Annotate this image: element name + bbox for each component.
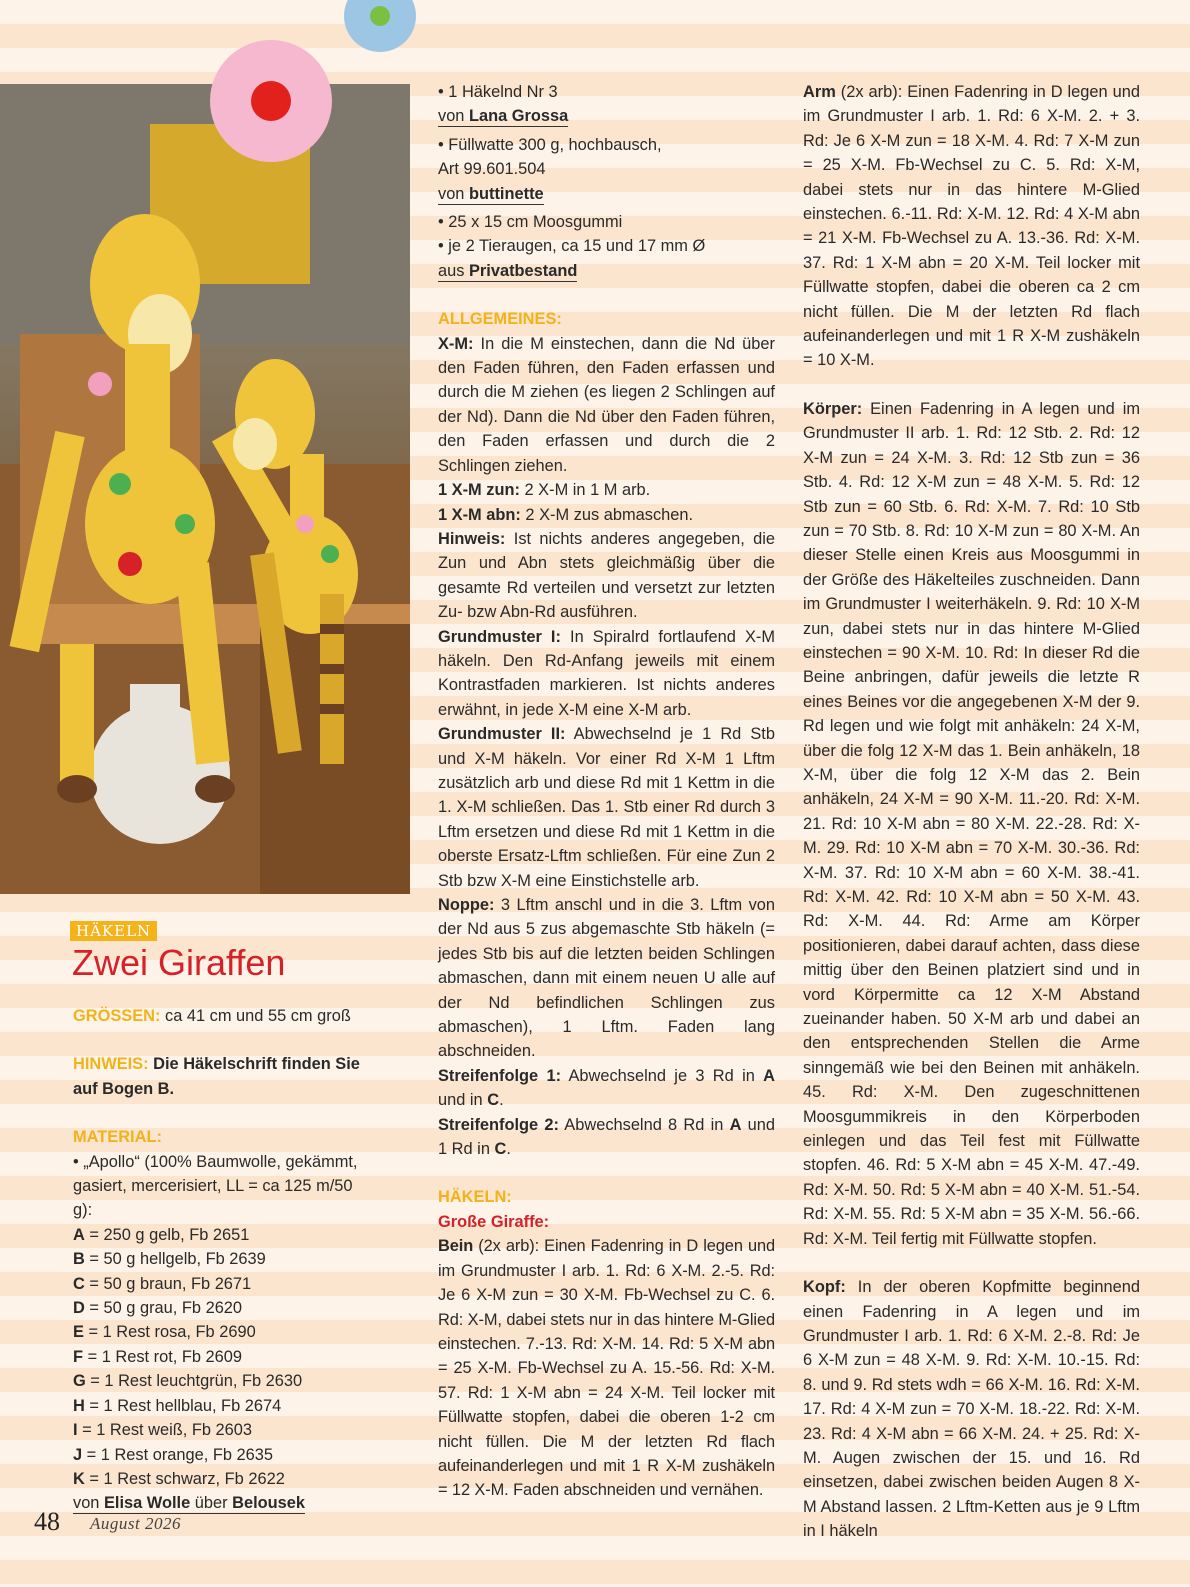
arm-instructions: Arm (2x arb): Einen Fadenring in D legen und im Grundmuster I arb. 1. Rd: 6 X-M. 2. + 3. Rd: Je 6 X-M zun = 18 X-M. 4. Rd: 7 X-M zun = 25 X-M. Fb-Wechsel zu C. 5. Rd: X-M, dabei stets nur in das hintere M-Glied einstechen. 6.-11. Rd: X-M. 12. Rd: 4 X-M abn = 21 X-M. Fb-Wechsel zu A. 13.-36. Rd: X-M. 37. Rd: 1 X-M abn = 20 X-M. Teil locker mit Füllwatte stopfen, dabei die oberen ca 2 cm nicht füllen. Die M der letzten Rd flach aufeinanderlegen und mit 1 R X-M zushäkeln = 10 X-M.	[803, 83, 1140, 370]
eyes-source: aus Privatbestand	[438, 261, 578, 280]
filling-source: von buttinette	[438, 184, 544, 203]
color-item: E = 1 Rest rosa, Fb 2690	[73, 1323, 256, 1342]
material-heading: MATERIAL:	[73, 1128, 162, 1147]
general-note: Hinweis: Ist nichts anderes angegeben, die Zun und Abn stets gleichmäßig über die gesamte Rd verteilen und versetzt zur letzten Zu- bzw Abn-Rd ausführen.	[438, 529, 775, 622]
leg-instructions: Bein (2x arb): Einen Fadenring in D legen und im Grundmuster I arb. 1. Rd: 6 X-M. 2.-5. Rd: Je 6 X-M zun = 30 X-M. Fb-Wechsel zu C. 6. Rd: X-M, dabei stets nur in das hintere M-Glied einstechen. 7.-13. Rd: X-M. 14. Rd: 5 X-M abn = 25 X-M. Fb-Wechsel zu A. 15.-56. Rd: X-M. 57. Rd: 1 X-M abn = 24 X-M. Teil locker mit Füllwatte stopfen, dabei die oberen 1-2 cm nicht füllen. Die M der letzten Rd flach aufeinanderlegen und mit 1 R X-M zushäkeln = 12 X-M. Faden abschneiden und vernähen.	[438, 1237, 775, 1500]
color-item: A = 250 g gelb, Fb 2651	[73, 1225, 250, 1244]
general-heading: ALLGEMEINES:	[438, 310, 562, 329]
color-item: F = 1 Rest rot, Fb 2609	[73, 1347, 243, 1366]
category-tag: HÄKELN	[70, 921, 157, 941]
color-item: J = 1 Rest orange, Fb 2635	[73, 1445, 274, 1464]
filling-article: Art 99.601.504	[438, 160, 546, 179]
filling-item: • Füllwatte 300 g, hochbausch,	[438, 135, 662, 154]
bobble-definition: Noppe: 3 Lftm anschl und in die 3. Lftm von der Nd aus 5 zus abgemaschte Stb häkeln (= jedes Stb bis auf die letzten beiden Schlingen abmaschen, dann mit einem neuen U alle auf der Nd befindlichen Schlingen zus abmaschen), 1 Lftm. Faden lang abschneiden.	[438, 896, 775, 1061]
xm-definition: X-M: In die M einstechen, dann die Nd über den Faden führen, den Faden erfassen und durch die M ziehen (es liegen 2 Schlingen auf der Nd). Dann die Nd über den Faden führen, den Faden erfassen und durch die 2 Schlingen ziehen.	[438, 334, 775, 475]
column-3	[803, 80, 1140, 1544]
yarn-source: von Elisa Wolle über Belousek	[73, 1494, 306, 1513]
body-instructions: Körper: Einen Fadenring in A legen und im Grundmuster II arb. 1. Rd: 12 Stb. 2. Rd: 12 X-M zun = 24 X-M. 3. Rd: 12 Stb zun = 36 Stb. 4. Rd: 12 X-M zun = 48 X-M. 5. Rd: 12 Stb zun = 60 Stb. 6. Rd: X-M. 7. Rd: 10 Stb zun = 70 Stb. 8. Rd: 10 X-M zun = 80 X-M. An dieser Stelle einen Kreis aus Moosgummi in der Größe des Häkelteiles zuschneiden. Dann im Grundmuster I weiterhäkeln. 9. Rd: 10 X-M zun, dabei stets nur in das hintere M-Glied einstechen = 90 X-M. 10. Rd: In dieser Rd die Beine anbringen, dafür jeweils die letzte R eines Beines vor die angegebenen X-M der 9. Rd legen und wie folgt mit anhäkeln: 24 X-M, über die folg 12 X-M das 1. Bein anhäkeln, 18 X-M, über die folg 12 X-M das 2. Bein anhäkeln, 24 X-M = 90 X-M. 11.-20. Rd: X-M. 21. Rd: 10 X-M abn = 80 X-M. 22.-28. Rd: X-M. 29. Rd: 10 X-M abn = 70 X-M. 30.-36. Rd: X-M. 37. Rd: 10 X-M abn = 60 X-M. 38.-41. Rd: X-M. 42. Rd: 10 X-M abn = 50 X-M. 43. Rd: X-M. 44. Rd: Arme am Körper positionieren, dabei darauf achten, dass diese mittig über den Beinen platziert sind und in vord Körpermitte ca 12 X-M Abstand zueinander haben. 50 X-M arb und dabei an den entsprechenden Stellen die Arme sinngemäß wie bei den Beinen mit anhäkeln. 45. Rd: X-M. Den zugeschnittenen Moosgummikreis in den Körperboden einlegen und das Teil fest mit Füllwatte stopfen. 46. Rd: 5 X-M abn = 45 X-M. 47.-49. Rd: X-M. 50. Rd: 5 X-M abn = 40 X-M. 51.-54. Rd: X-M. 55. Rd: 5 X-M abn = 35 X-M. 56.-66. Rd: X-M. Teil fertig mit Füllwatte stopfen.	[803, 399, 1140, 1248]
stripe-sequence-1: Streifenfolge 1: Abwechselnd je 3 Rd in A und in C.	[438, 1066, 775, 1110]
pattern-2: Grundmuster II: Abwechselnd je 1 Rd Stb und X-M häkeln. Vor einer Rd X-M 1 Lftm zusätzlich arb und diese Rd mit 1 Kettm in die 1. X-M schließen. Das 1. Stb einer Rd durch 3 Lftm ersetzen und diese Rd mit 1 Kettm in die oberste Ersatz-Lftm schließen. Für eine Zun 2 Stb bzw X-M eine Einstichstelle arb.	[438, 725, 775, 890]
green-dot-decoration	[370, 6, 390, 26]
color-list	[73, 1223, 373, 1491]
issue-date: August 2026	[90, 1514, 181, 1533]
hook-source: von Lana Grossa	[438, 107, 569, 126]
color-item: C = 50 g braun, Fb 2671	[73, 1274, 252, 1293]
head-instructions: Kopf: In der oberen Kopfmitte beginnend einen Fadenring in A legen und im Grundmuster I arb. 1. Rd: 6 X-M. 2.-8. Rd: Je 6 X-M zun = 48 X-M. 9. Rd: X-M. 10.-15. Rd: 8. und 9. Rd stets wdh = 66 X-M. 16. Rd: X-M. 17. Rd: 4 X-M zun = 70 X-M. 18.-22. Rd: X-M. 23. Rd: 4 X-M abn = 66 X-M. 24. + 25. Rd: X-M. Augen zwischen der 15. und 16. Rd einsetzen, dabei zwischen beiden Augen 8 X-M Abstand lassen. 2 Lftm-Ketten aus je 9 Lftm in I häkeln	[803, 1278, 1140, 1541]
giraffes-photo	[0, 84, 410, 894]
sizes: GRÖSSEN: ca 41 cm und 55 cm groß	[73, 1007, 351, 1025]
color-item: G = 1 Rest leuchtgrün, Fb 2630	[73, 1372, 303, 1391]
page-number: 48	[34, 1507, 60, 1536]
crochet-heading: HÄKELN:	[438, 1188, 512, 1207]
yarn-description: • „Apollo“ (100% Baumwolle, gekämmt, gasiert, mercerisiert, LL = ca 125 m/50 g):	[73, 1152, 358, 1220]
increase-definition: 1 X-M zun: 2 X-M in 1 M arb.	[438, 481, 651, 500]
big-giraffe-heading: Große Giraffe:	[438, 1212, 550, 1231]
article-title: Zwei Giraffen	[72, 942, 286, 983]
stripe-sequence-2: Streifenfolge 2: Abwechselnd 8 Rd in A und 1 Rd in C.	[438, 1115, 775, 1159]
color-item: D = 50 g grau, Fb 2620	[73, 1299, 243, 1318]
foam-item: • 25 x 15 cm Moosgummi	[438, 213, 623, 232]
color-item: H = 1 Rest hellblau, Fb 2674	[73, 1396, 282, 1415]
color-item: I = 1 Rest weiß, Fb 2603	[73, 1421, 253, 1440]
hint: HINWEIS: Die Häkelschrift finden Sie auf Bogen B.	[73, 1055, 360, 1098]
column-1	[73, 1004, 373, 1516]
color-item: K = 1 Rest schwarz, Fb 2622	[73, 1469, 285, 1488]
decrease-definition: 1 X-M abn: 2 X-M zus abmaschen.	[438, 505, 694, 524]
hook-item: • 1 Häkelnd Nr 3	[438, 83, 558, 101]
column-2	[438, 80, 775, 1503]
color-item: B = 50 g hellgelb, Fb 2639	[73, 1250, 266, 1269]
pattern-1: Grundmuster I: In Spiralrd fortlaufend X-M häkeln. Den Rd-Anfang jeweils mit einem Kontrastfaden markieren. Ist nichts anderes erwähnt, in jede X-M eine X-M arb.	[438, 627, 775, 719]
eyes-item: • je 2 Tieraugen, ca 15 und 17 mm Ø	[438, 237, 706, 256]
red-dot-decoration	[251, 81, 291, 121]
